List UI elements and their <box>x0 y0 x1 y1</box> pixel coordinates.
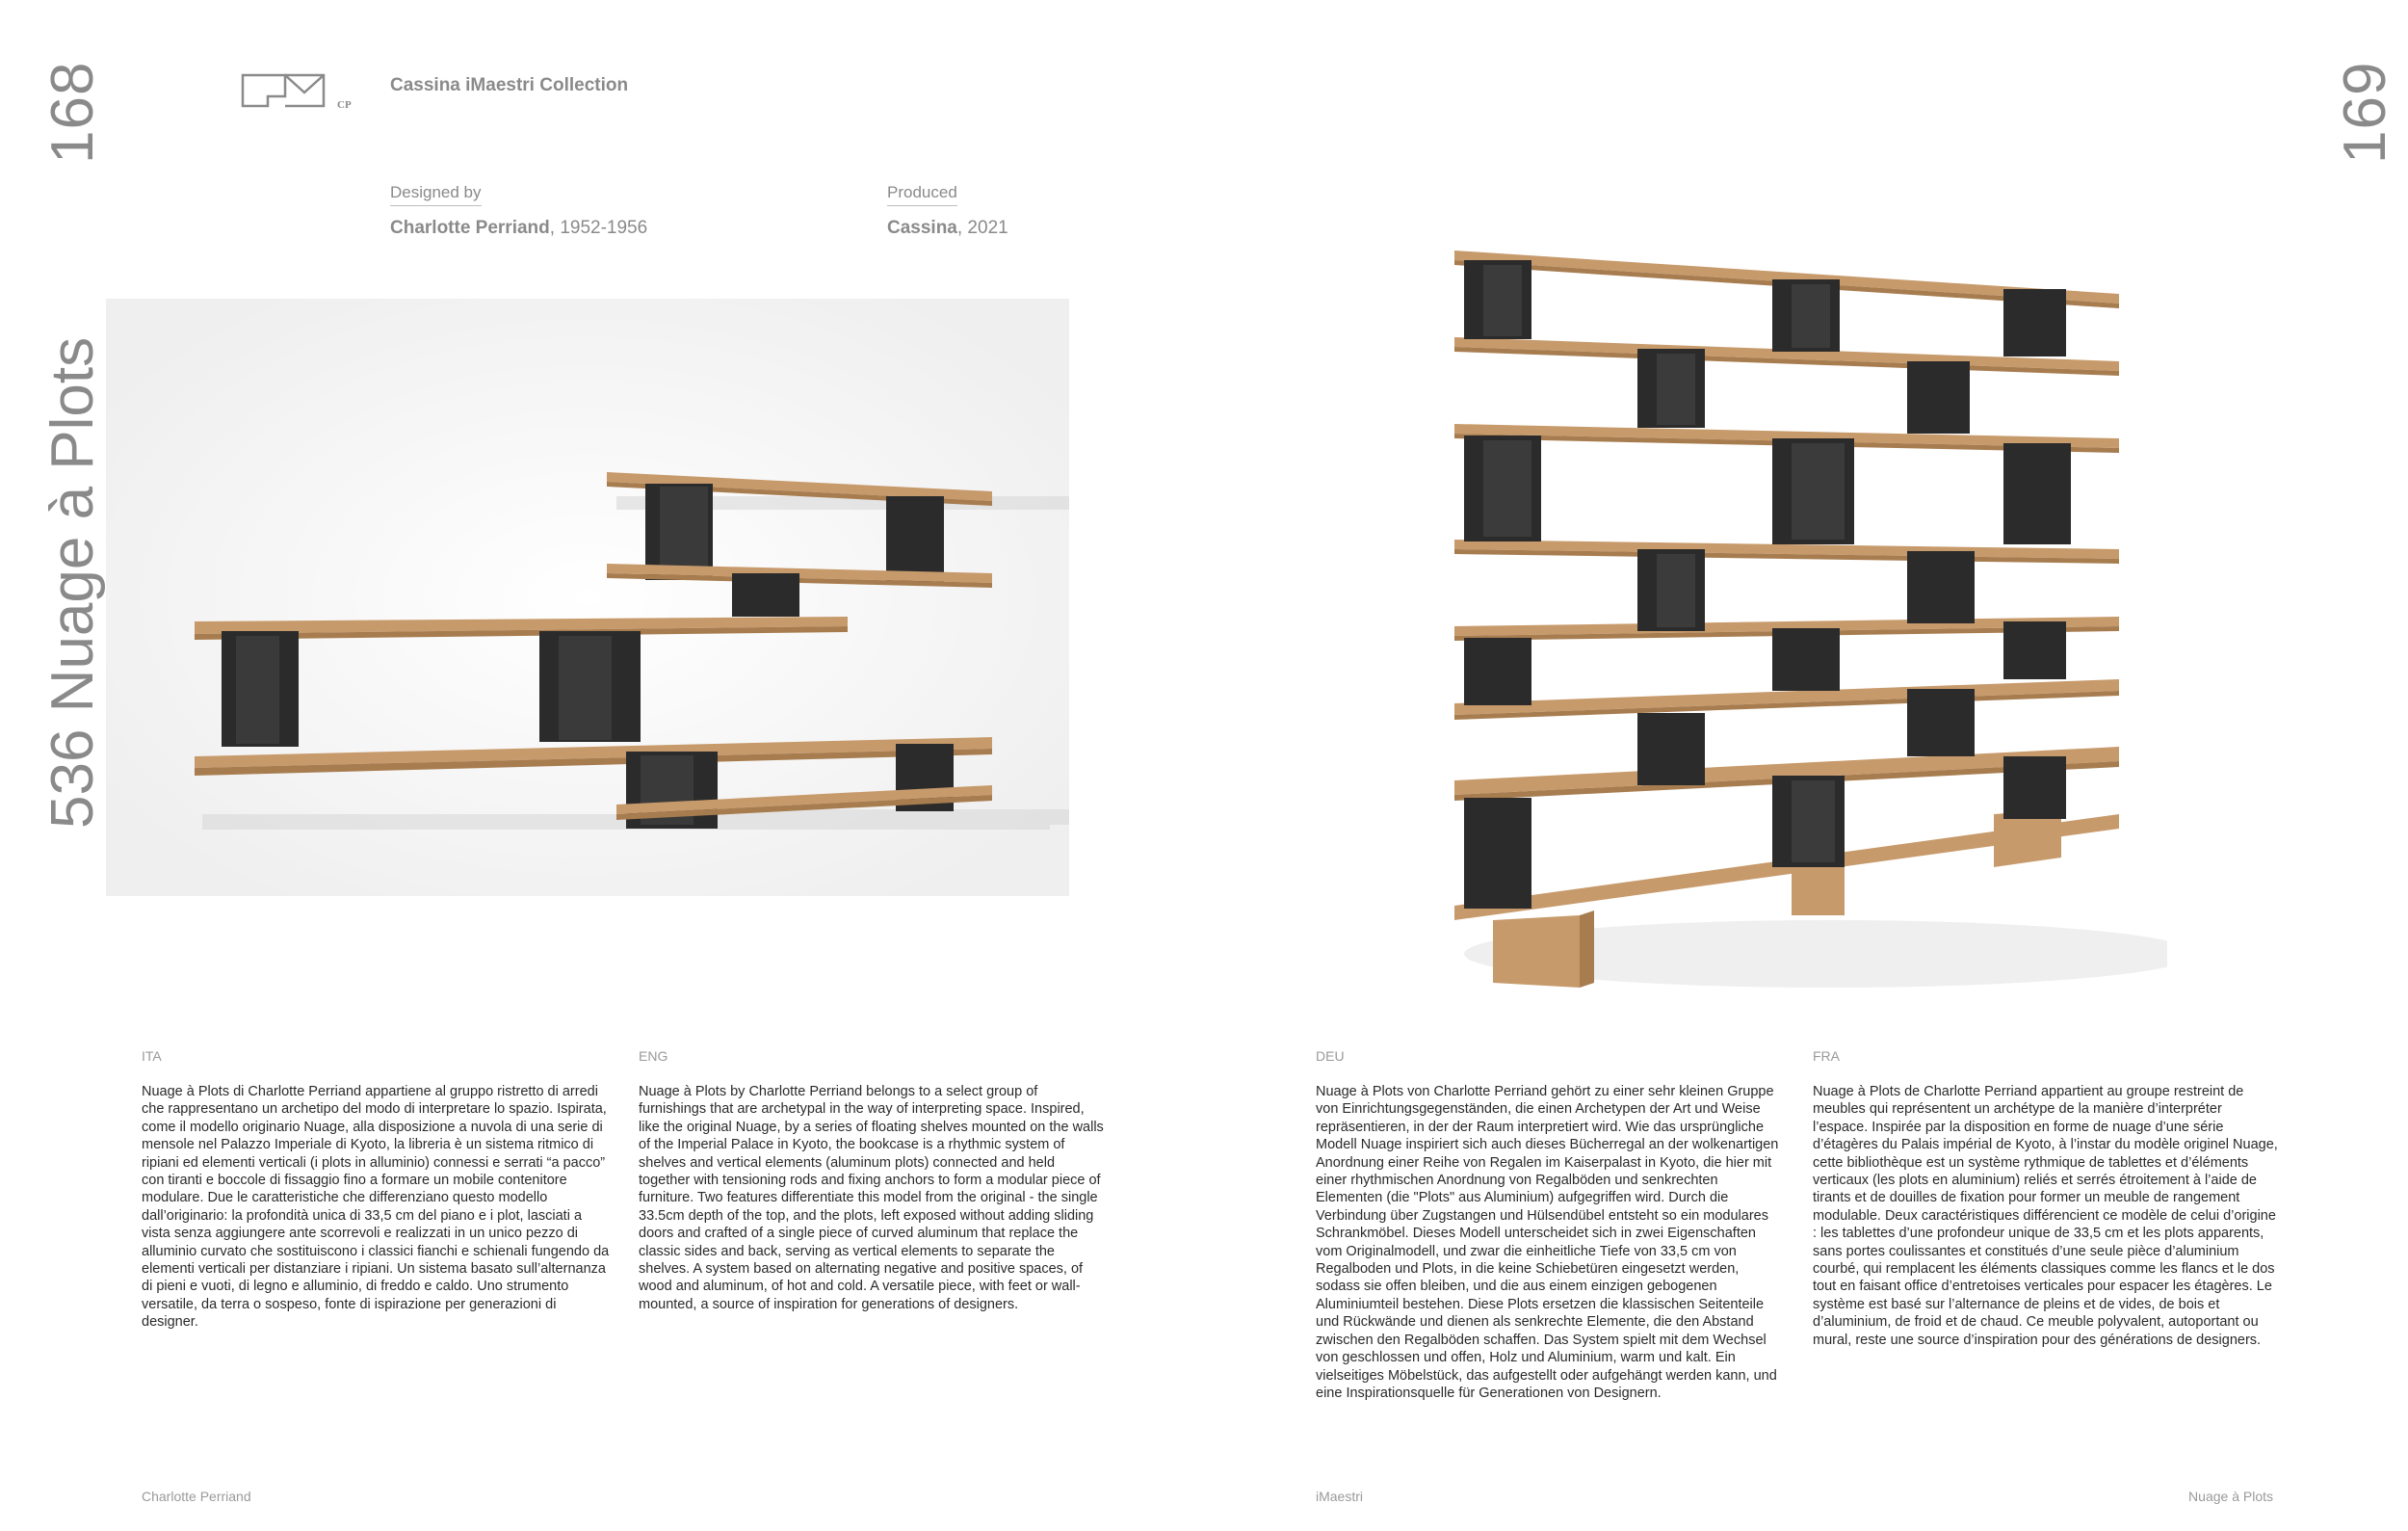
column-text-deu: Nuage à Plots von Charlotte Perriand gehört zu einer sehr kleinen Gruppe von Einrichtungsgegenständen, die einen Archetypen der Art und Weise repräsentieren, in der der Raum interpretiert wird. Wie das ursprüngliche Modell Nuage inspiriert sich auch dieses Bücherregal an der wolkenartigen Anordnung einer Reihe von Regalen im Kaiserpalast in Kyoto, die hier mit einer rhythmischen Anordnung von Regalböden und senkrechten Elementen (die "Plots" aus Aluminium) aufgegriffen wird. Durch die Verbindung über Zugstangen und Hülsendübel entsteht so ein modulares Schrankmöbel. Dieses Modell unterscheidet sich in zwei Eigenschaften vom Originalmodell, und zwar die einheitliche Tiefe von 33,5 cm von Regalboden und Plots, in die keine Schiebetüren eingesetzt werden, sodass sie offen bleiben, und die aus einem einzigen gebogenen Aluminiumteil bestehen. Diese Plots ersetzen die klassischen Seitenteile und Rückwände und dienen als senkrechte Elemente, die den Abstand zwischen den Regalböden schaffen. Das System spielt mit dem Wechsel von geschlossen und offen, Holz und Aluminium, warm und kalt. Ein vielseitiges Möbelstück, das aufgestellt oder aufgehängt werden kann, und eine Inspirationsquelle für Generationen von Designern. <box>1316 1084 1779 1401</box>
column-lang-eng: ENG <box>639 1048 668 1064</box>
designer <box>390 218 647 239</box>
designed-by-label: Designed by <box>390 183 482 206</box>
footer-left: Charlotte Perriand <box>142 1489 251 1504</box>
produced-label: Produced <box>887 183 957 206</box>
page-number-left: 168 <box>39 61 106 164</box>
producer-name: Cassina <box>887 218 957 238</box>
column-lang-deu: DEU <box>1316 1048 1345 1064</box>
collection-name: Cassina iMaestri Collection <box>390 75 629 95</box>
page-number-right: 169 <box>2332 61 2398 164</box>
bookcase-photo <box>1426 241 2167 1002</box>
product-title: 536 Nuage à Plots <box>39 336 106 829</box>
producer <box>887 218 1008 239</box>
logo-letters: CP <box>337 99 352 111</box>
design-years: , 1952-1956 <box>549 218 648 238</box>
column-lang-fra: FRA <box>1813 1048 1840 1064</box>
footer-right: Nuage à Plots <box>2188 1489 2273 1504</box>
column-text-ita: Nuage à Plots di Charlotte Perriand appartiene al gruppo ristretto di arredi che rappresentano un archetipo del modo di interpretare lo spazio. Ispirata, come il modello originario Nuage, alla disposizione a nuvola di una serie di mensole nel Palazzo Imperiale di Kyoto, la libreria è un sistema ritmico di ripiani ed elementi verticali (i plots in alluminio) connessi e serrati “a pacco” con tiranti e boccole di fissaggio fino a formare un mobile contenitore modulare. Due le caratteristiche che differenziano questo modello dall’originario: la profondità unica di 33,5 cm del piano e i plot, lasciati a vista senza aggiungere ante scorrevoli e realizzati in un unico pezzo di alluminio curvato che sostituiscono i classici fianchi e schienali fungendo da elementi verticali per distanziare i ripiani. Un sistema basato sull’alternanza di pieni e vuoti, di legno e alluminio, di freddo e caldo. Uno strumento versatile, da terra o sospeso, fonte di ispirazione per generazioni di designer. <box>142 1084 610 1331</box>
cp-logo <box>241 71 366 122</box>
wall-shelf-photo <box>106 299 1069 896</box>
production-year: , 2021 <box>956 218 1008 238</box>
footer-center: iMaestri <box>1316 1489 1364 1504</box>
designer-name: Charlotte Perriand <box>390 218 550 238</box>
column-text-eng: Nuage à Plots by Charlotte Perriand belongs to a select group of furnishings that are archetypal in the way of interpreting space. Inspired, like the original Nuage, by a series of floating shelves mounted on the walls of the Imperial Palace in Kyoto, the bookcase is a rhythmic system of shelves and vertical elements (aluminum plots) connected and held together with tensioning rods and fixing anchors to form a modular piece of furniture. Two features differentiate this model from the original - the single 33.5cm depth of the top, and the plots, left exposed without adding sliding doors and crafted of a single piece of curved aluminum that replace the classic sides and back, serving as vertical elements to separate the shelves. A system based on alternating negative and positive spaces, of wood and aluminum, of hot and cold. A versatile piece, with feet or wall-mounted, a source of inspiration for generations of designers. <box>639 1084 1104 1312</box>
column-text-fra: Nuage à Plots de Charlotte Perriand appartient au groupe restreint de meubles qui représentent un archétype de la manière d’interpréter l’espace. Inspirée par la disposition en forme de nuage d’une série d’étagères du Palais impérial de Kyoto, à l’instar du modèle originel Nuage, cette bibliothèque est un système rythmique de tablettes et d’éléments verticaux (les plots en aluminium) reliés et serrés étroitement à l’aide de tirants et de douilles de fixation pour former un meuble de rangement modulable. Deux caractéristiques différencient ce modèle de celui d’origine : les tablettes d’une profondeur unique de 33,5 cm et les plots apparents, sans portes coulissantes et constitués d’une seule pièce d’aluminium courbé, qui remplacent les éléments classiques comme les flancs et le dos tout en faisant office d’entretoises verticales pour espacer les étagères. Le système est basé sur l’alternance de pleins et de vides, de bois et d’aluminium, de froid et de chaud. Ce meuble polyvalent, autoportant ou mural, reste une source d’inspiration pour des générations de designers. <box>1813 1084 2278 1348</box>
column-lang-ita: ITA <box>142 1048 162 1064</box>
